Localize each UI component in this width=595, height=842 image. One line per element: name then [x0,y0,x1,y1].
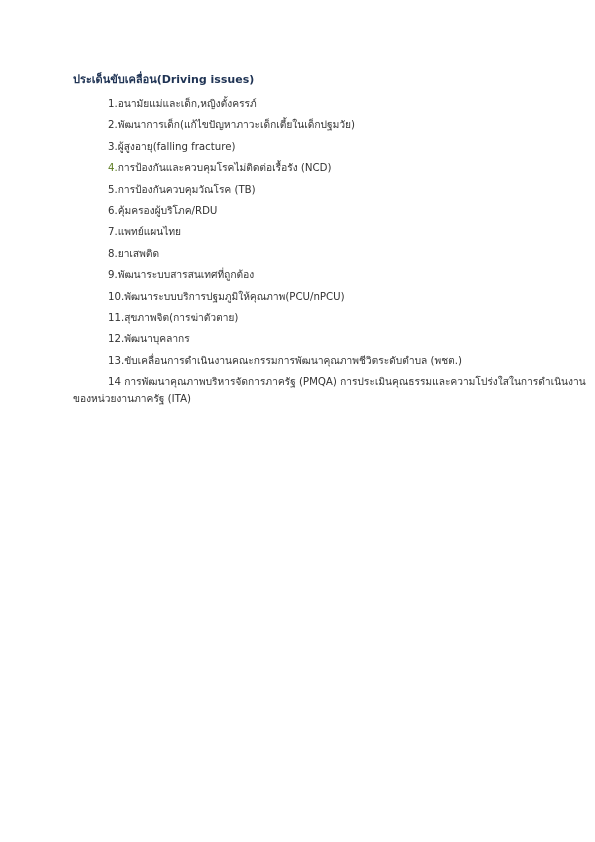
item-text: ยาเสพติด [117,248,160,260]
item-text: พัฒนาระบบบริการปฐมภูมิให้คุณภาพ(PCU/nPCU) [124,291,345,303]
list-item [108,115,568,136]
list-item [108,244,568,265]
item-number: 2. [108,120,118,132]
list-item [108,158,568,179]
item-text: อนามัยแม่และเด็ก,หญิงตั้งครรภ์ [117,99,257,110]
item-number: 8. [108,248,118,260]
list-item [108,265,568,286]
item-text: พัฒนาการเด็ก(แก้ไขปัญหาภาวะเด็กเตี้ยในเด็กปฐมวัย) [117,120,355,132]
list-item [108,180,568,201]
item-number: 4. [108,163,118,175]
item-text: พัฒนาระบบสารสนเทศที่ถูกต้อง [117,270,255,282]
item-text: ขับเคลื่อนการดำเนินงานคณะกรรมการพัฒนาคุณภาพชีวิตระดับตำบล (พชต.) [124,355,462,367]
item-number: 11. [108,312,125,324]
item-number: 1. [108,99,118,110]
item-number: 9. [108,270,118,282]
list-item [108,201,568,222]
item-continuation: ของหน่วยงานภาครัฐ (ITA) [73,394,192,405]
list-item [108,308,568,329]
list-item [108,329,568,350]
item-number: 6. [108,205,118,217]
item-text: การพัฒนาคุณภาพบริหารจัดการภาครัฐ (PMQA) การประเมินคุณธรรมและความโปร่งใสในการดำเนินงาน [120,377,586,389]
list-item [108,94,568,115]
item-text: พัฒนาบุคลากร [124,334,190,346]
item-number: 10. [108,291,125,303]
list-item [108,222,568,243]
list-item [108,351,568,372]
item-number: 3. [108,141,118,153]
item-text: การป้องกันและควบคุมโรคไม่ติดต่อเรื้อรัง (NCD) [117,163,332,175]
list-item [108,137,568,158]
item-number: 5. [108,184,118,196]
list-item [108,287,568,308]
item-number: 7. [108,227,118,239]
item-text: การป้องกันควบคุมวัณโรค (TB) [117,184,256,196]
item-text: คุ้มครองผู้บริโภค/RDU [117,205,218,217]
item-text: แพทย์แผนไทย [117,227,182,239]
document-heading: ประเด็นขับเคลื่อน(Driving issues) [73,73,255,86]
item-text: ผู้สูงอายุ(falling fracture) [117,141,236,153]
item-number: 13. [108,355,125,367]
list-item [108,372,586,393]
item-number: 14 [108,377,121,389]
item-number: 12. [108,334,125,346]
item-text: สุขภาพจิต(การฆ่าตัวตาย) [124,312,239,324]
driving-issues-list [108,94,586,393]
